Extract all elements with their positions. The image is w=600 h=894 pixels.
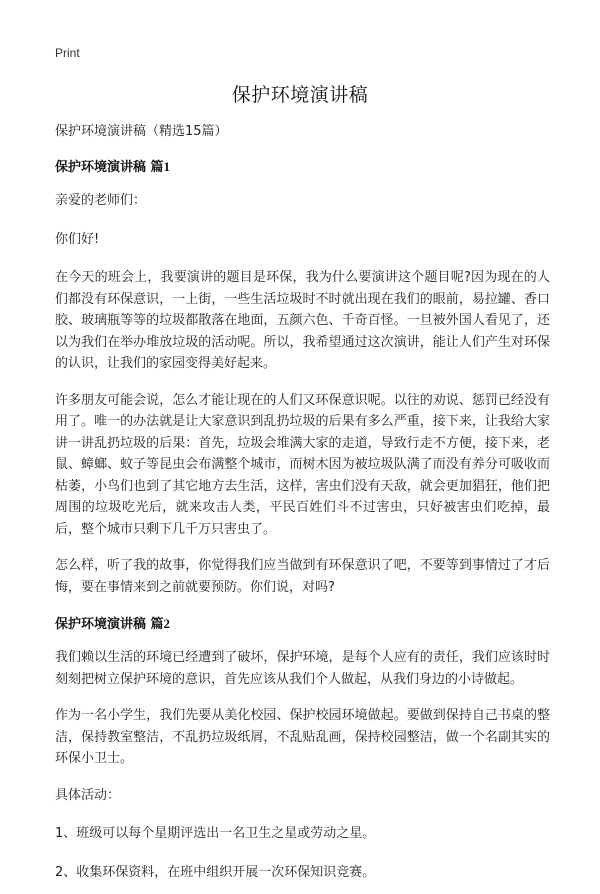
section-heading-number: 1 xyxy=(163,159,171,174)
section-heading-text: 保护环境演讲稿 篇 xyxy=(55,617,164,632)
greeting: 亲爱的老师们： xyxy=(55,193,147,208)
document-body xyxy=(55,120,550,894)
list-item: 2、收集环保资料，在班中组织开展一次环保知识竞赛。 xyxy=(55,864,376,880)
section-heading-1 xyxy=(55,156,550,175)
salutation: 你们好! xyxy=(55,231,100,247)
paragraph: 作为一名小学生，我们先要从美化校园、保护校园环境做起。要做到保持自己书桌的整洁，保持教室整洁，不乱扔垃圾纸屑，不乱贴乱画，保持校园整洁，做一个名副其实的环保小卫士。 xyxy=(55,708,550,766)
document-subtitle: 保护环境演讲稿（精选15篇） xyxy=(55,124,228,139)
paragraph: 在今天的班会上，我要演讲的题目是环保，我为什么要演讲这个题目呢?因为现在的人们都没有环保意识，一上街，一些生活垃圾时不时就出现在我们的眼前，易拉罐、香口胶、玻璃瓶等等的垃圾都散落在地面，五颜六色、千奇百怪。一旦被外国人看见了，还以为我们在举办堆放垃圾的活动呢。所以，我希望通过这次演讲，能让人们产生对环保的认识，让我们的家园变得美好起来。 xyxy=(55,270,550,371)
paragraph: 怎么样，听了我的故事，你觉得我们应当做到有环保意识了吧，不要等到事情过了才后悔，要在事情来到之前就要预防。你们说，对吗? xyxy=(55,558,550,595)
section-heading-text: 保护环境演讲稿 篇 xyxy=(55,160,164,175)
page-title: 保护环境演讲稿 xyxy=(231,84,369,106)
list-item: 1、班级可以每个星期评选出一名卫生之星或劳动之星。 xyxy=(55,826,376,841)
section-heading-number: 2 xyxy=(163,616,171,631)
activities-label: 具体活动： xyxy=(55,787,121,803)
paragraph: 许多朋友可能会说，怎么才能让现在的人们又环保意识呢。以往的劝说、惩罚已经没有用了。唯一的办法就是让大家意识到乱扔垃圾的后果有多么严重，接下来，让我给大家讲一讲乱扔垃圾的后果：首先，垃圾会堆满大家的走道，导致行走不方便，接下来，老鼠、蟑螂、蚊子等昆虫会布满整个城市，而树木因为被垃圾队满了而没有养分可吸收而枯萎，小鸟们也到了其它地方去生活，这样，害虫们没有天敌，就会更加猖狂，他们把周围的垃圾吃光后，就来攻击人类，平民百姓们斗不过害虫，只好被害虫们吃掉，最后，整个城市只剩下几千万只害虫了。 xyxy=(55,392,550,537)
paragraph: 我们赖以生活的环境已经遭到了破坏，保护环境，是每个人应有的责任，我们应该时时刻刻把树立保护环境的意识，首先应该从我们个人做起，从我们身边的小诗做起。 xyxy=(55,650,550,687)
section-heading-2 xyxy=(55,613,550,632)
print-link[interactable]: Print xyxy=(55,46,80,60)
